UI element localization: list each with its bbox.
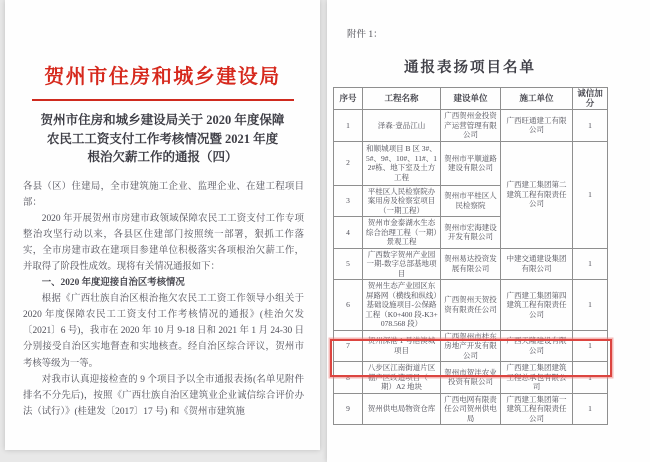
- cell-project: 泽森·壹品江山: [363, 110, 441, 142]
- agency-header: 贺州市住房和城乡建设局: [44, 66, 281, 88]
- cell-contractor: 广西旺通建工有限公司: [501, 110, 573, 142]
- cell-score: 1: [573, 362, 608, 394]
- table-row: [334, 280, 608, 331]
- doc-title: [5, 111, 320, 167]
- notice-page: [5, 0, 320, 450]
- cell-contractor: 广西建工集团第一建筑工程有限责任公司: [501, 393, 573, 425]
- attachment-page: [327, 0, 650, 462]
- cell-no: 6: [334, 280, 363, 331]
- cell-no: 3: [334, 185, 363, 217]
- cell-no: 2: [334, 141, 363, 185]
- section-heading: 一、2020 年度迎接自治区考核情况: [41, 278, 185, 289]
- paragraph-intro: 2020 年开展贺州市房建市政领域保障农民工工资支付工作专项整治攻坚行动以来，各县区住建部门按照统一部署，狠抓工作落实，全市房建市政在建项目参建单位积极落实各项根治欠薪工作，并取得了阶段性成效。现将有关情况通报如下：: [23, 213, 304, 272]
- cell-builder: 贺州市宏海建设开发有限公司: [441, 217, 501, 249]
- header-score: 诚信加分: [573, 88, 608, 110]
- cell-score: 1: [573, 110, 608, 142]
- cell-contractor: 广西建工集团建筑工程总承包有限公司: [501, 362, 573, 394]
- cell-project: 平桂区人民检察院办案用房及检察室项目（一期工程）: [363, 185, 441, 217]
- cell-builder: 广西贺州市桂东房地产开发有限公司: [441, 330, 501, 362]
- cell-builder: 广西贺州天贺投资有限责任公司: [441, 280, 501, 331]
- cell-project: 贺州供电局物资仓库: [363, 393, 441, 425]
- cell-score-merged: 1: [573, 141, 608, 248]
- cell-project: 广西数字贺州产业园一期-数字总部基地项目: [363, 248, 441, 280]
- table-row: [334, 330, 608, 362]
- cell-project: 贺州深港 1 号港澳城项目: [363, 330, 441, 362]
- cell-score: 1: [573, 280, 608, 331]
- table-row: [334, 393, 608, 425]
- cell-no: 9: [334, 393, 363, 425]
- cell-builder: 贺州市贺沣农业投资有限公司: [441, 362, 501, 394]
- cell-builder: 广西贺州金投资产运营管理有限公司: [441, 110, 501, 142]
- attachment-label: 附件 1：: [347, 30, 383, 40]
- table-row: [334, 110, 608, 142]
- cell-no: 5: [334, 248, 363, 280]
- cell-no: 4: [334, 217, 363, 249]
- header-project: 工程名称: [363, 88, 441, 110]
- cell-contractor-merged: 广西建工集团第二建筑工程有限责任公司: [501, 141, 573, 248]
- doc-title-line: 根治欠薪工作的通报（四）: [87, 150, 238, 164]
- cell-contractor: 广西天隆建设有限公司: [501, 330, 573, 362]
- cell-builder: 贺州易达投资发展有限公司: [441, 248, 501, 280]
- doc-title-line: 贺州市住房和城乡建设局关于 2020 年度保障: [40, 113, 285, 127]
- cell-no: 1: [334, 110, 363, 142]
- cell-contractor: 中建交通建设集团有限公司: [501, 248, 573, 280]
- cell-no: 8: [334, 362, 363, 394]
- cell-score: 1: [573, 248, 608, 280]
- table-row: [334, 141, 608, 185]
- cell-score: 1: [573, 393, 608, 425]
- table-row-highlighted: [334, 362, 608, 394]
- red-divider: [32, 99, 294, 101]
- cell-project: 八步区江南街道片区棚户区改造项目（一期）A2 地块: [363, 362, 441, 394]
- table-title: 通报表扬项目名单: [404, 60, 536, 76]
- table-row: [334, 248, 608, 280]
- cell-contractor: 广西建工集团第四建筑工程有限责任公司: [501, 280, 573, 331]
- cell-project: 贺州市金泰湖水生态综合治理工程（一期）景观工程: [363, 217, 441, 249]
- paragraph-commendation: 对我市认真迎接检查的 9 个项目予以全市通报表扬(名单见附件排名不分先后)，按照《广西壮族自治区建筑业企业诚信综合评价办法（试行）》(桂建发〔2017〕17 号) 和《贺州市建筑施: [23, 374, 304, 417]
- projects-table: [333, 87, 608, 425]
- cell-project: 贺州生态产业园区东屏路网（横线和纵线）基础设施项目-公保路工程（K0+400 段-K3+078.568 段）: [363, 280, 441, 331]
- header-builder: 建设单位: [441, 88, 501, 110]
- cell-project: 和顺城项目 B 区 3#、5#、9#、10#、11#、12#栋、地下室及土方工程: [363, 141, 441, 185]
- header-contractor: 施工单位: [501, 88, 573, 110]
- paragraph-assessment: 根据《广西壮族自治区根治拖欠农民工工资工作领导小组关于 2020 年度保障农民工工资支付工作考核情况的通报》(桂治欠发〔2021〕6 号)，我市在 2020 年 10 月 9-18 日和 2021 年 1 月 24-30 日分别接受自治区实地督查和实地核查。经自治区综合评议，贺州市考核等级为一等。: [23, 294, 304, 369]
- header-no: 序号: [334, 88, 363, 110]
- doc-title-line: 农民工工资支付工作考核情况暨 2021 年度: [46, 131, 279, 146]
- cell-builder: 广西电网有限责任公司贺州供电局: [441, 393, 501, 425]
- cell-score: 1: [573, 330, 608, 362]
- salutation: 各县（区）住建局，全市建筑施工企业、监理企业、在建工程项目部：: [23, 181, 304, 208]
- table-header-row: [334, 88, 608, 110]
- cell-builder: 贺州市平顺道路建设有限公司: [441, 141, 501, 185]
- cell-builder: 贺州市平桂区人民检察院: [441, 185, 501, 217]
- doc-body: [23, 179, 304, 420]
- cell-no: 7: [334, 330, 363, 362]
